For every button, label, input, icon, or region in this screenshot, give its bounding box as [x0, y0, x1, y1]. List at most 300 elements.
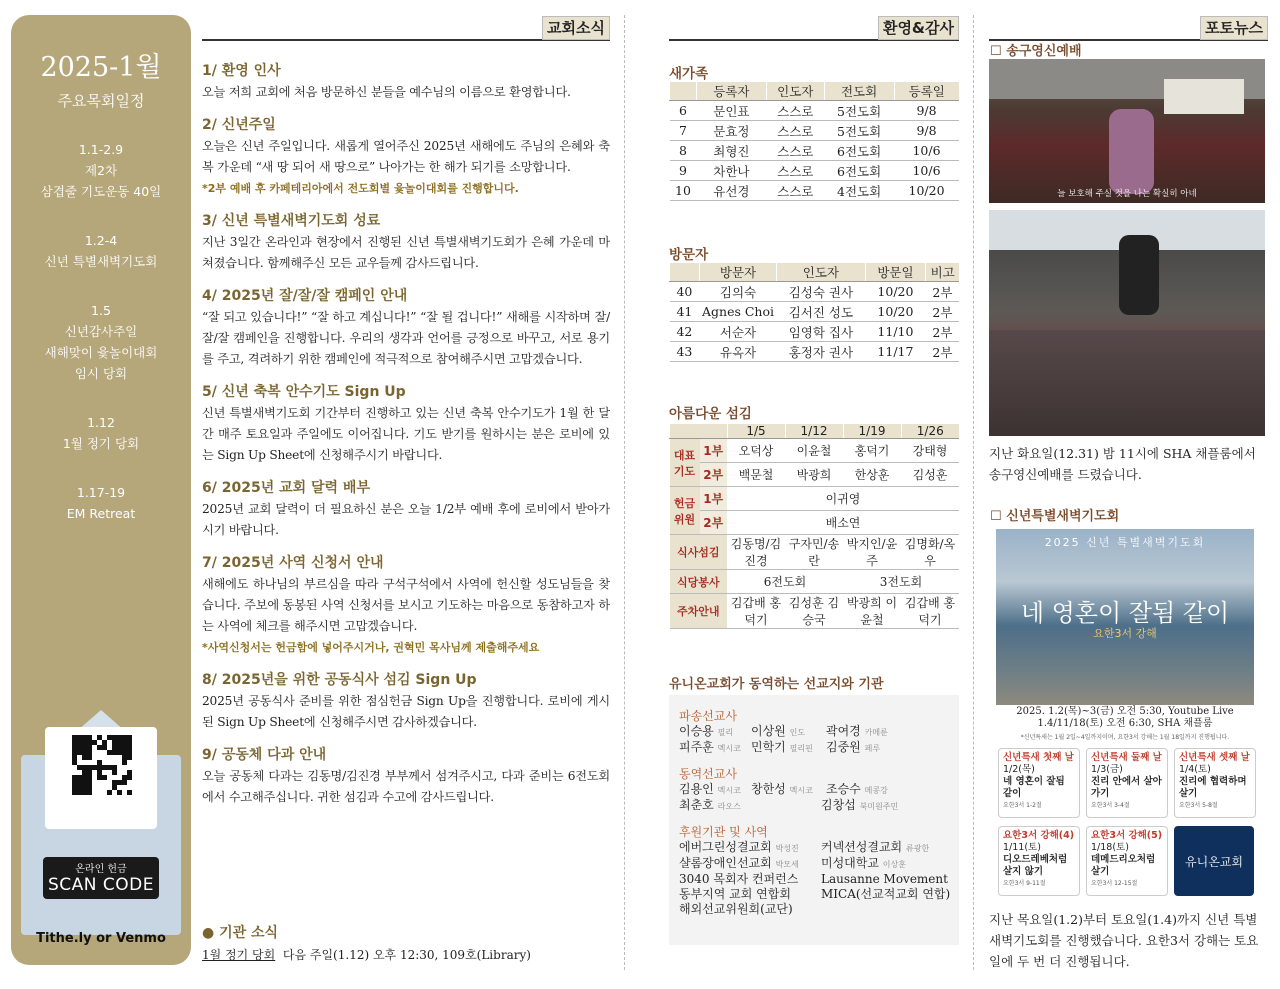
mission-entry	[751, 782, 826, 798]
mission-row	[679, 740, 949, 756]
schedule-text: 1월 정기 당회	[62, 436, 140, 451]
mission-place: 메콩강	[864, 786, 888, 795]
table-cell: 10	[670, 181, 697, 201]
table-header: 인도자	[766, 82, 824, 101]
table-cell: 5전도회	[824, 121, 894, 141]
mission-place: 라오스	[717, 802, 741, 811]
mission-entry	[679, 887, 821, 902]
poster-card-ref: 요한3서 12-15절	[1091, 880, 1138, 887]
mission-name: 민학기	[751, 740, 786, 754]
photo-heading-1: ☐ 송구영신예배	[990, 44, 1082, 59]
table-cell: 박지인/윤주	[843, 535, 901, 570]
mission-row	[679, 724, 949, 740]
news-heading: 1/ 환영 인사	[202, 63, 281, 79]
online-offering-label: 온라인 헌금	[75, 864, 127, 875]
table-cell: 유선경	[696, 181, 766, 201]
photo-heading-2: ☐ 신년특별새벽기도회	[990, 509, 1120, 524]
photo-screen	[1164, 79, 1244, 114]
news-heading: 7/ 2025년 사역 신청서 안내	[202, 555, 384, 571]
table-row	[670, 161, 960, 181]
photo-service	[989, 59, 1265, 203]
news-item	[202, 477, 610, 541]
sidebar-subtitle: 주요목회일정	[57, 92, 145, 110]
mission-entry	[679, 856, 821, 872]
divider	[624, 15, 625, 970]
schedule-item	[11, 230, 191, 272]
table-cell: 문인표	[696, 101, 766, 121]
news-item	[202, 669, 610, 733]
table-cell: 9/8	[894, 101, 959, 121]
news-list	[202, 60, 610, 819]
table-cell: Agnes Choi	[699, 302, 776, 322]
table-cell: 3전도회	[843, 570, 959, 594]
sub-label: 2부	[700, 511, 728, 535]
table-cell: 7	[670, 121, 697, 141]
poster-card-heading	[1091, 752, 1163, 764]
table-cell: 홍정자 권사	[777, 342, 865, 362]
table-cell: 홍덕기	[843, 439, 901, 463]
table-row	[670, 282, 960, 302]
poster-card-date: 1/2(목)	[1003, 764, 1035, 775]
agency-news-body	[202, 946, 610, 963]
poster-card-date: 1/11(토)	[1003, 842, 1041, 853]
mission-name: 곽여경	[826, 724, 861, 738]
table-cell: 유옥자	[699, 342, 776, 362]
qr-module	[127, 790, 132, 795]
sub-label: 2부	[700, 463, 728, 487]
mission-entry	[679, 724, 751, 740]
schedule-text: 신년 특별새벽기도회	[44, 254, 158, 269]
mission-row	[679, 872, 949, 887]
poster-card-heading	[1179, 752, 1251, 764]
mission-entry	[821, 840, 963, 856]
news-section-title	[202, 17, 610, 41]
service-heading: 아름다운 섬김	[669, 406, 752, 422]
mission-row	[679, 902, 949, 917]
schedule-list	[11, 139, 191, 524]
table-cell: 김명화/옥우	[901, 535, 959, 570]
mission-entry	[679, 840, 821, 856]
mission-row	[679, 798, 949, 814]
agency-news-text: 다음 주일(1.12) 오후 12:30, 109호(Library)	[282, 948, 531, 962]
table-cell: 9	[670, 161, 697, 181]
mission-name: 이승용	[679, 724, 714, 738]
mission-row	[679, 782, 949, 798]
news-item	[202, 744, 610, 808]
sidebar-year: 2025-1월	[40, 52, 162, 83]
table-cell: 4전도회	[824, 181, 894, 201]
table-cell: 42	[670, 322, 700, 342]
new-family-table	[669, 82, 959, 201]
photo-worship-team	[989, 210, 1265, 436]
table-cell: 김성훈 김승국	[785, 594, 843, 629]
mission-name: 조승수	[826, 782, 861, 796]
poster-card-ref: 요한3서 1-2절	[1003, 802, 1042, 809]
table-header: 방문자	[699, 263, 776, 282]
poster-title: 네 영혼이 잘됨 같이	[1020, 599, 1230, 627]
photo-caption-1: 지난 화요일(12.31) 밤 11시에 SHA 채플룸에서 송구영신예배를 드렸습니다.	[989, 446, 1256, 482]
table-cell: 이윤철	[785, 439, 843, 463]
poster-card-text: 진리에 협력하며 살기	[1179, 776, 1247, 799]
photo-singer	[1119, 235, 1159, 315]
news-heading: 5/ 신년 축복 안수기도 Sign Up	[202, 384, 406, 400]
poster-subtitle: 요한3서 강해	[1093, 627, 1157, 640]
table-cell: 김성숙 권사	[777, 282, 865, 302]
schedule-text: 새해맞이 윷놀이대회	[44, 345, 158, 360]
poster-card	[998, 748, 1080, 818]
mission-place: 북미원주민	[859, 802, 899, 811]
table-cell: 6	[670, 101, 697, 121]
mission-name: 미성대학교	[821, 856, 879, 870]
schedule-text: 임시 당회	[74, 366, 128, 381]
table-cell: 2부	[926, 342, 959, 362]
schedule-item	[11, 482, 191, 524]
table-cell: 구자민/송란	[785, 535, 843, 570]
poster-card-text: 네 영혼이 잘됨 같이	[1003, 776, 1065, 799]
news-body: 오늘 저희 교회에 처음 방문하신 분들을 예수님의 이름으로 환영합니다.	[202, 85, 571, 99]
poster-card-date: 1/4(토)	[1179, 764, 1211, 775]
news-item	[202, 114, 610, 199]
schedule-text: EM Retreat	[66, 506, 136, 521]
news-item	[202, 60, 610, 103]
mission-name: 동부지역 교회 연합회	[679, 887, 791, 901]
mission-entry	[821, 872, 963, 887]
table-row	[670, 322, 960, 342]
table-row	[670, 439, 960, 463]
divider	[973, 15, 974, 970]
poster-card-text: 진리 안에서 살아가기	[1091, 776, 1162, 799]
table-cell: 6전도회	[824, 141, 894, 161]
service-table	[669, 424, 959, 629]
mission-heading: 유니온교회가 동역하는 선교지와 기관	[669, 677, 884, 692]
photo-person	[1109, 109, 1154, 194]
scan-code-label: SCAN CODE	[48, 875, 154, 895]
mission-row	[679, 856, 949, 872]
news-item	[202, 210, 610, 274]
mission-name: 3040 목회자 컨퍼런스	[679, 872, 799, 886]
schedule-text: 신년감사주일	[64, 324, 138, 339]
mission-category: 파송선교사	[679, 709, 737, 723]
mission-category: 후원기관 및 사역	[679, 825, 768, 839]
poster-card-title: 요한3서 강해(5)	[1091, 830, 1163, 841]
poster-card-text: 디오드레베처럼 살지 않기	[1003, 854, 1068, 877]
table-cell: 백문철	[727, 463, 785, 487]
table-cell: 임영학 집사	[777, 322, 865, 342]
mission-box	[669, 695, 959, 945]
schedule-date: 1.5	[91, 303, 111, 318]
schedule-item	[11, 412, 191, 454]
mission-name: 커넥션성결교회	[821, 840, 903, 854]
table-header: 1/12	[785, 424, 843, 439]
scan-code-badge[interactable]	[43, 857, 159, 899]
mission-entry	[821, 798, 963, 814]
news-heading: 8/ 2025년을 위한 공동식사 섬김 Sign Up	[202, 672, 477, 688]
sub-label: 1부	[700, 487, 728, 511]
news-heading: 4/ 2025년 잘/잘/잘 캠페인 안내	[202, 288, 408, 304]
logo-text: 유니온교회	[1185, 854, 1243, 869]
mission-entry	[751, 724, 826, 740]
table-cell: 김성훈	[901, 463, 959, 487]
news-body: 오늘 공동체 다과는 김동명/김진경 부부께서 섬겨주시고, 다과 준비는 6전도회에서 수고해주십니다. 귀한 섬김과 수고에 감사드립니다.	[202, 769, 610, 804]
table-cell: 스스로	[766, 181, 824, 201]
table-cell: 2부	[926, 282, 959, 302]
mission-place: 인도	[789, 728, 806, 737]
table-header: 방문일	[865, 263, 926, 282]
table-cell: 스스로	[766, 161, 824, 181]
news-heading: 9/ 공동체 다과 안내	[202, 747, 327, 763]
poster-note: *신년특새는 1월 2일~4일까지이며, 요한3서 강해는 1월 18일까지 진행됩니다.	[1020, 734, 1230, 741]
poster-card-ref: 요한3서 5-8절	[1179, 802, 1218, 809]
news-note: *2부 예배 후 카페테리아에서 전도회별 윷놀이대회를 진행합니다.	[202, 182, 519, 195]
mission-name: 김중원	[826, 740, 861, 754]
visitor-heading: 방문자	[669, 247, 709, 263]
poster-card-heading	[1003, 830, 1075, 842]
poster-image	[996, 529, 1254, 705]
mission-place: 필리핀	[789, 744, 813, 753]
news-body: 신년 특별새벽기도회 기간부터 진행하고 있는 신년 축복 안수기도가 1월 한 달간 매주 토요일과 주일에도 이어집니다. 기도 받기를 원하시는 분은 로비에 있는 Sign Up Sheet에 신청해주시기 바랍니다.	[202, 406, 610, 462]
table-cell: 10/6	[894, 161, 959, 181]
schedule-item	[11, 300, 191, 384]
table-cell: 이귀영	[727, 487, 959, 511]
schedule-text: 제2차	[84, 163, 118, 178]
news-heading: 3/ 신년 특별새벽기도회 성료	[202, 213, 381, 229]
agency-news-label: 1월 정기 당회	[202, 948, 276, 962]
table-row	[670, 511, 960, 535]
mission-row	[679, 887, 949, 902]
schedule-date: 1.12	[87, 415, 115, 430]
mission-category: 동역선교사	[679, 767, 737, 781]
news-body: 2025년 공동식사 준비를 위한 점심헌금 Sign Up을 진행합니다. 로비에 게시된 Sign Up Sheet에 신청해주시면 감사하겠습니다.	[202, 694, 610, 729]
sub-label: 1부	[700, 439, 728, 463]
table-cell: 6전도회	[727, 570, 843, 594]
table-cell: 스스로	[766, 101, 824, 121]
table-cell: 2부	[926, 302, 959, 322]
news-heading: 6/ 2025년 교회 달력 배부	[202, 480, 370, 496]
table-row	[670, 535, 960, 570]
mission-entry	[679, 740, 751, 756]
news-body: “잘 되고 있습니다!” “잘 하고 계십니다!” “잘 될 겁니다!” 새해를 시작하며 잘/잘/잘 캠페인을 진행합니다. 우리의 생각과 언어를 긍정으로 바꾸고, 서로 용기를 주고, 격려하기 위한 캠페인에 적극적으로 참여해주시면 고맙겠습니다.	[202, 310, 610, 366]
mission-place: 카메룬	[864, 728, 888, 737]
table-cell: 5전도회	[824, 101, 894, 121]
news-title-text: 교회소식	[542, 16, 610, 40]
welcome-title-text: 환영&감사	[878, 16, 959, 40]
mission-place: 박모세	[775, 860, 799, 869]
table-header	[670, 263, 700, 282]
mission-entry	[751, 740, 826, 756]
row-label: 식당봉사	[670, 570, 728, 594]
table-cell: 10/20	[865, 282, 926, 302]
photo-section-title	[989, 17, 1268, 41]
row-label: 주차안내	[670, 594, 728, 629]
news-item	[202, 381, 610, 466]
table-cell: 최형진	[696, 141, 766, 161]
mission-name: 김용인	[679, 782, 714, 796]
poster-card-title: 신년특새 첫째 날	[1003, 752, 1074, 763]
poster-times	[996, 706, 1254, 744]
table-cell: 40	[670, 282, 700, 302]
mission-name: 샬롬장애인선교회	[679, 856, 772, 870]
qr-card[interactable]	[45, 727, 157, 829]
news-body: 2025년 교회 달력이 더 필요하신 분은 오늘 1/2부 예배 후에 로비에서 받아가시기 바랍니다.	[202, 502, 610, 537]
mission-name: 에버그린성결교회	[679, 840, 772, 854]
table-cell: 2부	[926, 322, 959, 342]
table-cell: 스스로	[766, 121, 824, 141]
mission-place: 박성진	[775, 844, 799, 853]
table-cell: 오덕상	[727, 439, 785, 463]
table-row	[670, 302, 960, 322]
sidebar	[11, 15, 191, 965]
row-label: 식사섬김	[670, 535, 728, 570]
table-cell: 김동명/김진경	[727, 535, 785, 570]
poster-card	[1086, 748, 1168, 818]
photo-caption-2: 지난 목요일(1.2)부터 토요일(1.4)까지 신년 특별새벽기도회를 진행했습니다. 요한3서 강해는 토요일에 두 번 더 진행됩니다.	[989, 912, 1259, 969]
news-item	[202, 552, 610, 658]
qr-code-icon[interactable]	[72, 735, 132, 795]
photo-heading-1-text: 송구영신예배	[1006, 44, 1082, 59]
envelope-graphic	[21, 710, 181, 945]
mission-entry	[826, 740, 916, 756]
table-row	[670, 342, 960, 362]
news-body: 지난 3일간 온라인과 현장에서 진행된 신년 특별새벽기도회가 은혜 가운데 마쳐졌습니다. 함께해주신 모든 교우들께 감사드립니다.	[202, 235, 610, 270]
mission-name: 피주훈	[679, 740, 714, 754]
table-cell: 11/17	[865, 342, 926, 362]
agency-news-heading: ● 기관 소식	[202, 925, 279, 941]
poster-card-title: 신년특새 셋째 날	[1179, 752, 1250, 763]
schedule-date: 1.2-4	[84, 233, 118, 248]
poster-card-heading	[1003, 752, 1075, 764]
poster-card-date: 1/3(금)	[1091, 764, 1123, 775]
table-cell: 차한나	[696, 161, 766, 181]
table-cell: 김갑배 홍덕기	[727, 594, 785, 629]
welcome-section-title	[669, 17, 959, 41]
mission-place: 필리	[717, 728, 734, 737]
table-cell: 43	[670, 342, 700, 362]
mission-place: 류광한	[905, 844, 930, 853]
poster-card-date: 1/18(토)	[1091, 842, 1129, 853]
poster-card-heading	[1091, 830, 1163, 842]
mission-entry	[679, 782, 751, 798]
table-row	[670, 101, 960, 121]
table-cell: 10/20	[894, 181, 959, 201]
row-label: 대표기도	[670, 439, 700, 487]
visitor-table	[669, 263, 959, 362]
news-item	[202, 285, 610, 370]
poster-card-ref: 요한3서 3-4절	[1091, 802, 1130, 809]
table-row	[670, 121, 960, 141]
table-header: 인도자	[777, 263, 865, 282]
poster-card-text: 데메드리오처럼 살기	[1091, 854, 1156, 877]
mission-row	[679, 840, 949, 856]
news-body: 새해에도 하나님의 부르심을 따라 구석구석에서 사역에 헌신할 성도님들을 찾습니다. 주보에 동봉된 사역 신청서를 보시고 기도하는 마음으로 동참하고자 하는 사역에 체크를 해주시면 고맙겠습니다.	[202, 577, 610, 633]
mission-place: 멕시코	[717, 744, 741, 753]
table-cell: 스스로	[766, 141, 824, 161]
mission-place: 이상훈	[882, 860, 906, 869]
table-header	[670, 424, 728, 439]
poster-time-1: 2025. 1.2(목)~3(금) 오전 5:30, Youtube Live	[1016, 706, 1234, 717]
news-body: 오늘은 신년 주일입니다. 새롭게 열어주신 2025년 새해에도 주님의 은혜와 축복 가운데 “새 땅 되어 새 땅으로” 나아가는 한 해가 되기를 소망합니다.	[202, 139, 610, 174]
photo-crowd	[989, 330, 1265, 436]
table-cell: 11/10	[865, 322, 926, 342]
table-header: 등록자	[696, 82, 766, 101]
poster-card	[1174, 748, 1256, 818]
table-cell: 10/6	[894, 141, 959, 161]
table-header: 등록일	[894, 82, 959, 101]
mission-place: 페루	[864, 744, 881, 753]
table-cell: 6전도회	[824, 161, 894, 181]
mission-name: 해외선교위원회(교단)	[679, 902, 793, 916]
photo-title-text: 포토뉴스	[1200, 16, 1268, 40]
poster-top: 2025 신년 특별새벽기도회	[1044, 536, 1206, 549]
mission-place: 멕시코	[789, 786, 813, 795]
table-cell: 10/20	[865, 302, 926, 322]
table-cell: 박광희 이윤철	[843, 594, 901, 629]
table-header: 1/19	[843, 424, 901, 439]
table-cell: 강태형	[901, 439, 959, 463]
table-cell: 박광희	[785, 463, 843, 487]
poster-card-title: 신년특새 둘째 날	[1091, 752, 1162, 763]
logo	[1174, 826, 1254, 896]
news-note: *사역신청서는 헌금함에 넣어주시거나, 권혁민 목사님께 제출해주세요	[202, 641, 540, 654]
table-cell: 서순자	[699, 322, 776, 342]
table-header: 1/5	[727, 424, 785, 439]
table-cell: 배소연	[727, 511, 959, 535]
mission-entry	[826, 724, 916, 740]
table-cell: 8	[670, 141, 697, 161]
table-cell: 문효정	[696, 121, 766, 141]
mission-name: Lausanne Movement	[821, 872, 948, 886]
tithe-label: Tithe.ly or Venmo	[36, 931, 166, 946]
agency-news	[202, 922, 610, 963]
table-row	[670, 141, 960, 161]
table-cell: 김의숙	[699, 282, 776, 302]
poster-card-title: 요한3서 강해(4)	[1003, 830, 1075, 841]
schedule-date: 1.1-2.9	[78, 142, 124, 157]
table-header: 비고	[926, 263, 959, 282]
table-row	[670, 181, 960, 201]
new-family-heading: 새가족	[669, 66, 709, 82]
table-row	[670, 487, 960, 511]
schedule-text: 삼겹줄 기도운동 40일	[40, 184, 162, 199]
mission-place: 멕시코	[717, 786, 741, 795]
schedule-item	[11, 139, 191, 202]
table-row	[670, 570, 960, 594]
mission-entry	[826, 782, 916, 798]
table-cell: 김서진 성도	[777, 302, 865, 322]
poster-card	[1086, 826, 1168, 896]
row-label: 헌금위원	[670, 487, 700, 535]
mission-name: 창한성	[751, 782, 786, 796]
table-cell: 한상훈	[843, 463, 901, 487]
photo-overlay-text: 늘 보호해 주실 것을 나는 확실히 아네	[1057, 189, 1197, 199]
poster-card	[998, 826, 1080, 896]
mission-entry	[821, 887, 963, 902]
mission-entry	[821, 856, 963, 872]
table-cell: 41	[670, 302, 700, 322]
table-cell: 김갑배 홍덕기	[901, 594, 959, 629]
mission-entry	[679, 872, 821, 887]
mission-name: 최춘호	[679, 798, 714, 812]
schedule-date: 1.17-19	[76, 485, 126, 500]
poster-card-ref: 요한3서 9-11절	[1003, 880, 1046, 887]
table-header: 전도회	[824, 82, 894, 101]
poster-time-2: 1.4/11/18(토) 오전 6:30, SHA 채플룸	[1037, 718, 1213, 729]
mission-name: 이상원	[751, 724, 786, 738]
table-header	[670, 82, 697, 101]
table-row	[670, 463, 960, 487]
table-row	[670, 594, 960, 629]
mission-entry	[679, 902, 821, 917]
mission-entry	[679, 798, 821, 814]
